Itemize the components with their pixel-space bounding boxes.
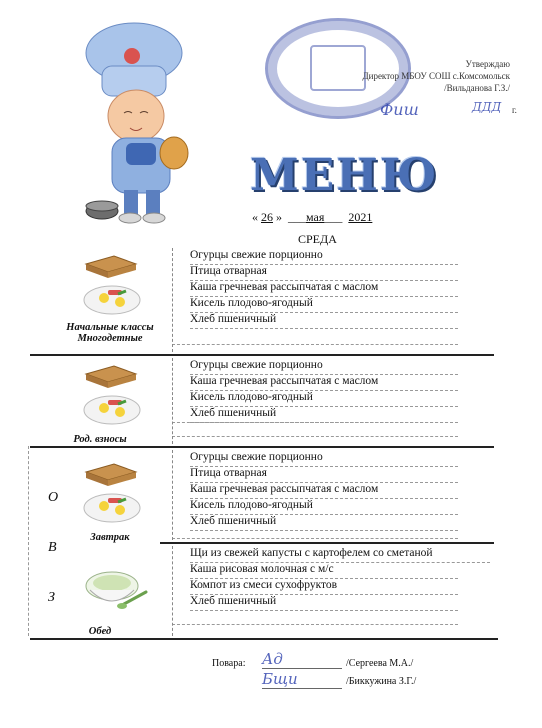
section2-label [40, 434, 160, 445]
cook2-signature: Бщи [262, 670, 342, 689]
section2-item-3: Кисель плодово-ягодный [190, 390, 458, 407]
section3-bottom-rule [160, 542, 494, 544]
section4-bottom-rule [30, 638, 498, 640]
soup-bowl-icon [82, 556, 150, 618]
chef-child-illustration [74, 18, 224, 233]
section4-blank-line [172, 624, 458, 625]
approval-year-suffix: г. [512, 105, 517, 115]
section1-item-5: Хлеб пшеничный [190, 312, 458, 329]
section3-item-5: Хлеб пшеничный [190, 514, 458, 531]
section1-label-line2: Многодетные [77, 333, 143, 344]
section1-label-line1: Начальные классы [66, 322, 154, 333]
section2-divider [172, 358, 173, 444]
menu-date: « 26 » ___мая___ 2021 [252, 210, 373, 224]
date-open-quote: « [252, 210, 258, 224]
section3-item-3: Каша гречневая рассыпчатая с маслом [190, 482, 458, 499]
section4-item-4: Хлеб пшеничный [190, 594, 458, 611]
section2-item-2: Каша гречневая рассыпчатая с маслом [190, 374, 458, 391]
section1-blank-line [172, 344, 458, 345]
cook2-name: /Биккужина З.Г./ [346, 676, 417, 687]
section3-item-4: Кисель плодово-ягодный [190, 498, 458, 515]
section1-item-3: Каша гречневая рассыпчатая с маслом [190, 280, 458, 297]
director-signature: Фиш [380, 100, 419, 119]
section2-blank-line-2 [172, 436, 458, 437]
ovz-letter-o: О [48, 490, 59, 505]
breakfast-plate-icon [78, 458, 146, 528]
section3-label [60, 532, 160, 543]
section3-label-line1: Завтрак [90, 532, 130, 543]
approval-line3: /Вильданова Г.З./ [444, 83, 510, 93]
weekday: СРЕДА [298, 232, 337, 246]
ovz-left-border [28, 446, 29, 636]
section3-item-2: Птица отварная [190, 466, 458, 483]
approval-line2: Директор МБОУ СОШ с.Комсомольск [362, 71, 510, 81]
section4-divider [172, 546, 173, 636]
section2-label-line1: Род. взносы [73, 434, 127, 445]
menu-title: МЕНЮ [250, 150, 439, 201]
breakfast-plate-icon [78, 360, 146, 430]
section1-divider [172, 248, 173, 352]
section2-blank-line-1 [172, 422, 458, 423]
section4-item-3: Компот из смеси сухофруктов [190, 578, 458, 595]
date-day: 26 [261, 210, 273, 224]
cook1-name: /Сергеева М.А./ [346, 658, 414, 669]
section3-item-1: Огурцы свежие порционно [190, 450, 458, 467]
date-year: 2021 [348, 210, 373, 224]
section2-item-1: Огурцы свежие порционно [190, 358, 458, 375]
section1-label [50, 322, 170, 344]
section2-item-4: Хлеб пшеничный [190, 406, 458, 423]
ovz-letter-z: З [48, 590, 55, 605]
section1-bottom-rule [30, 354, 494, 356]
section4-label [60, 626, 140, 637]
section1-item-2: Птица отварная [190, 264, 458, 281]
cook1-signature: Ад [262, 650, 342, 669]
approval-line1: Утверждаю [465, 59, 510, 69]
section4-item-2: Каша рисовая молочная с м/с [190, 562, 458, 579]
stamp-book-emblem [310, 45, 366, 91]
date-month: мая [306, 210, 325, 224]
cooks-label: Повара: [212, 658, 246, 669]
section1-item-4: Кисель плодово-ягодный [190, 296, 458, 313]
section4-item-1: Щи из свежей капусты с картофелем со сметаной [190, 546, 490, 563]
breakfast-plate-icon [78, 250, 146, 320]
approval-year-scribble: ДДД [472, 100, 502, 114]
section1-item-1: Огурцы свежие порционно [190, 248, 458, 265]
approval-block [360, 58, 510, 94]
date-close-quote: » [276, 210, 282, 224]
section3-divider [172, 450, 173, 540]
section2-bottom-rule [30, 446, 494, 448]
section4-label-line1: Обед [88, 626, 112, 637]
ovz-letter-v: В [48, 540, 57, 555]
section3-blank-line [172, 538, 458, 539]
